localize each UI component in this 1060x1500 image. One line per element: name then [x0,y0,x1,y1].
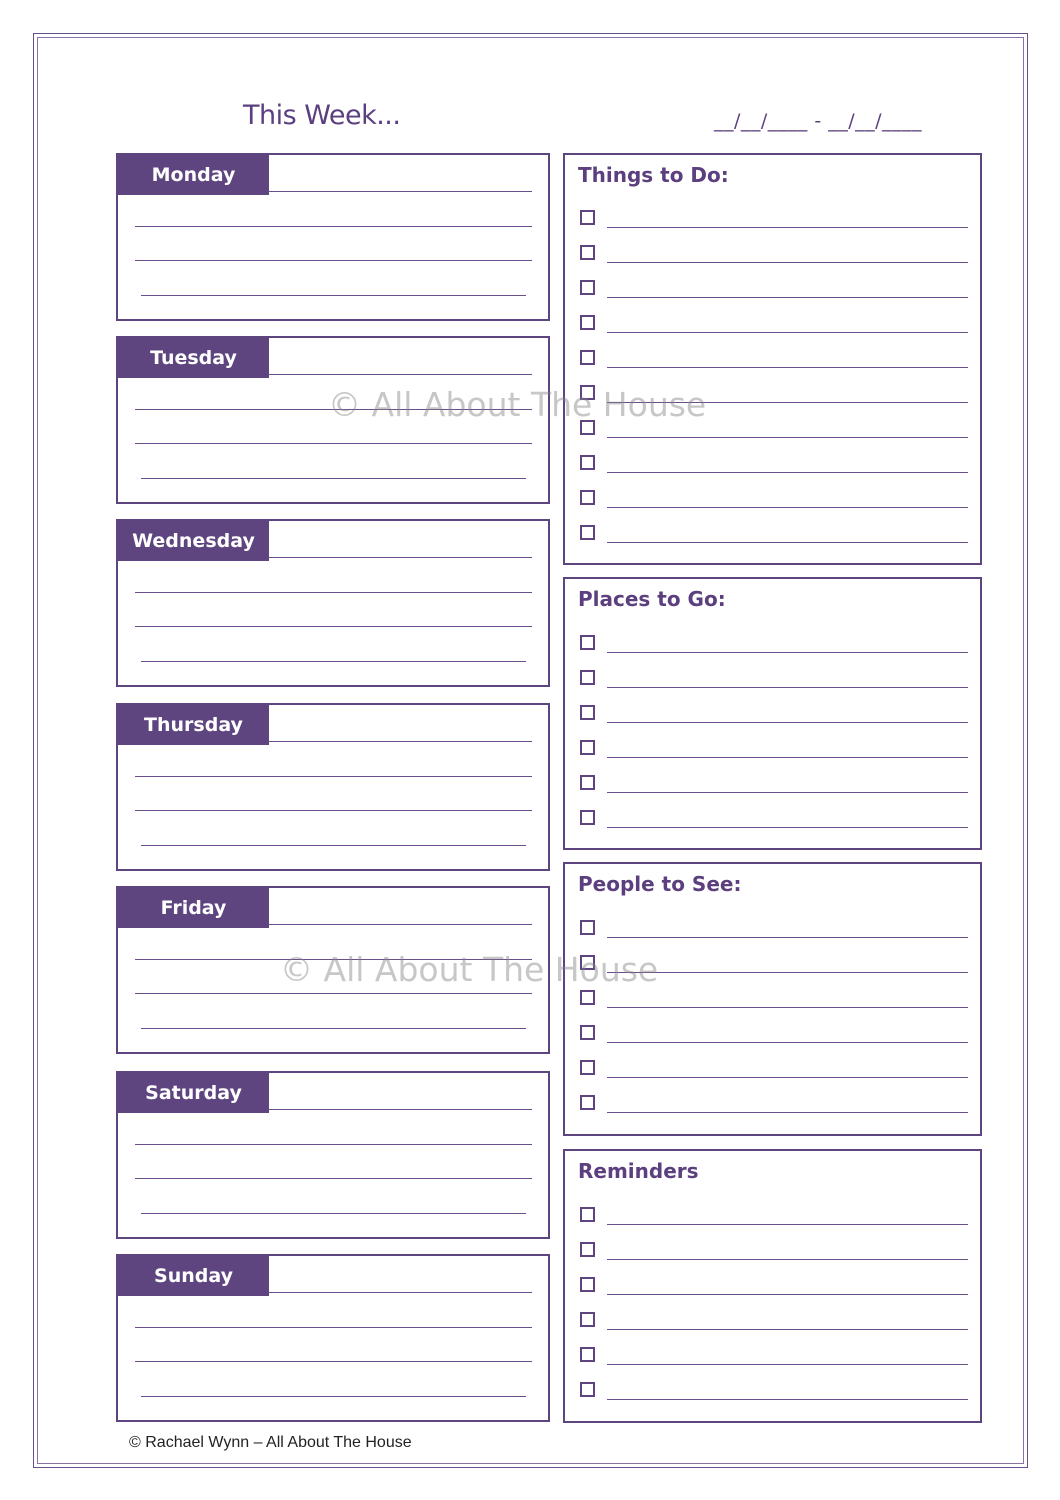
day-line [141,1028,526,1029]
page-title: This Week... [243,100,401,131]
checkbox[interactable] [580,210,595,225]
day-line [141,845,526,846]
day-line [135,626,532,627]
checkbox[interactable] [580,455,595,470]
list-item [580,808,968,830]
write-line [607,757,968,758]
checkbox[interactable] [580,775,595,790]
places-to-go-box [563,577,982,850]
checkbox[interactable] [580,705,595,720]
list-item [580,703,968,725]
write-line [607,1364,968,1365]
reminders-title: Reminders [578,1159,699,1183]
day-header-sunday: Sunday [118,1256,269,1296]
list-item [580,1345,968,1367]
checkbox[interactable] [580,1277,595,1292]
day-line [135,443,532,444]
list-item [580,773,968,795]
list-item [580,668,968,690]
write-line [607,472,968,473]
day-header-wednesday: Wednesday [118,521,269,561]
day-line [135,810,532,811]
list-item [580,988,968,1010]
list-item [580,278,968,300]
write-line [607,1329,968,1330]
checkbox[interactable] [580,245,595,260]
write-line [607,1294,968,1295]
day-line [268,924,532,925]
checkbox[interactable] [580,810,595,825]
list-item [580,1058,968,1080]
write-line [607,827,968,828]
write-line [607,687,968,688]
day-line [141,1396,526,1397]
list-item [580,738,968,760]
things-to-do-title: Things to Do: [578,163,729,187]
watermark: © All About The House [280,950,659,989]
list-item [580,1023,968,1045]
day-line [135,226,532,227]
day-line [268,557,532,558]
date-range-field: __/__/____ - __/__/____ [714,110,923,132]
day-box-saturday [116,1071,550,1239]
day-box-sunday [116,1254,550,1422]
write-line [607,227,968,228]
write-line [607,1259,968,1260]
day-line [135,1327,532,1328]
day-box-wednesday [116,519,550,687]
checkbox[interactable] [580,990,595,1005]
day-line [141,295,526,296]
day-line [268,741,532,742]
day-line [268,1109,532,1110]
write-line [607,1224,968,1225]
write-line [607,297,968,298]
write-line [607,1112,968,1113]
checkbox[interactable] [580,1347,595,1362]
checkbox[interactable] [580,350,595,365]
checkbox[interactable] [580,1095,595,1110]
checkbox[interactable] [580,490,595,505]
list-item [580,1310,968,1332]
list-item [580,243,968,265]
people-to-see-title: People to See: [578,872,742,896]
write-line [607,367,968,368]
day-line [135,592,532,593]
write-line [607,542,968,543]
day-box-monday [116,153,550,321]
day-header-thursday: Thursday [118,705,269,745]
checkbox[interactable] [580,1060,595,1075]
checkbox[interactable] [580,1025,595,1040]
write-line [607,1007,968,1008]
write-line [607,332,968,333]
day-line [141,1213,526,1214]
list-item [580,453,968,475]
list-item [580,1275,968,1297]
checkbox[interactable] [580,920,595,935]
people-to-see-box [563,862,982,1136]
things-to-do-box [563,153,982,565]
reminders-box [563,1149,982,1423]
checkbox[interactable] [580,670,595,685]
write-line [607,1077,968,1078]
write-line [607,507,968,508]
day-header-saturday: Saturday [118,1073,269,1113]
checkbox[interactable] [580,280,595,295]
write-line [607,437,968,438]
list-item [580,1380,968,1402]
day-line [141,478,526,479]
day-box-thursday [116,703,550,871]
list-item [580,1205,968,1227]
write-line [607,1042,968,1043]
day-line [135,1361,532,1362]
list-item [580,348,968,370]
day-line [135,993,532,994]
write-line [607,652,968,653]
day-line [135,1144,532,1145]
write-line [607,792,968,793]
list-item [580,488,968,510]
list-item [580,313,968,335]
day-header-tuesday: Tuesday [118,338,269,378]
day-line [135,776,532,777]
write-line [607,262,968,263]
day-header-friday: Friday [118,888,269,928]
checkbox[interactable] [580,1242,595,1257]
list-item [580,523,968,545]
checkbox[interactable] [580,315,595,330]
list-item [580,1093,968,1115]
checkbox[interactable] [580,525,595,540]
day-line [135,260,532,261]
places-to-go-title: Places to Go: [578,587,726,611]
list-item [580,208,968,230]
checkbox[interactable] [580,1312,595,1327]
checkbox[interactable] [580,635,595,650]
checkbox[interactable] [580,1207,595,1222]
list-item [580,633,968,655]
list-item [580,1240,968,1262]
checkbox[interactable] [580,1382,595,1397]
day-line [141,661,526,662]
day-line [268,191,532,192]
list-item [580,918,968,940]
watermark: © All About The House [328,385,707,424]
write-line [607,722,968,723]
write-line [607,1399,968,1400]
day-line [135,1178,532,1179]
checkbox[interactable] [580,740,595,755]
footer-copyright: © Rachael Wynn – All About The House [129,1434,412,1451]
day-line [268,1292,532,1293]
write-line [607,937,968,938]
day-header-monday: Monday [118,155,269,195]
day-line [268,374,532,375]
write-line [607,972,968,973]
